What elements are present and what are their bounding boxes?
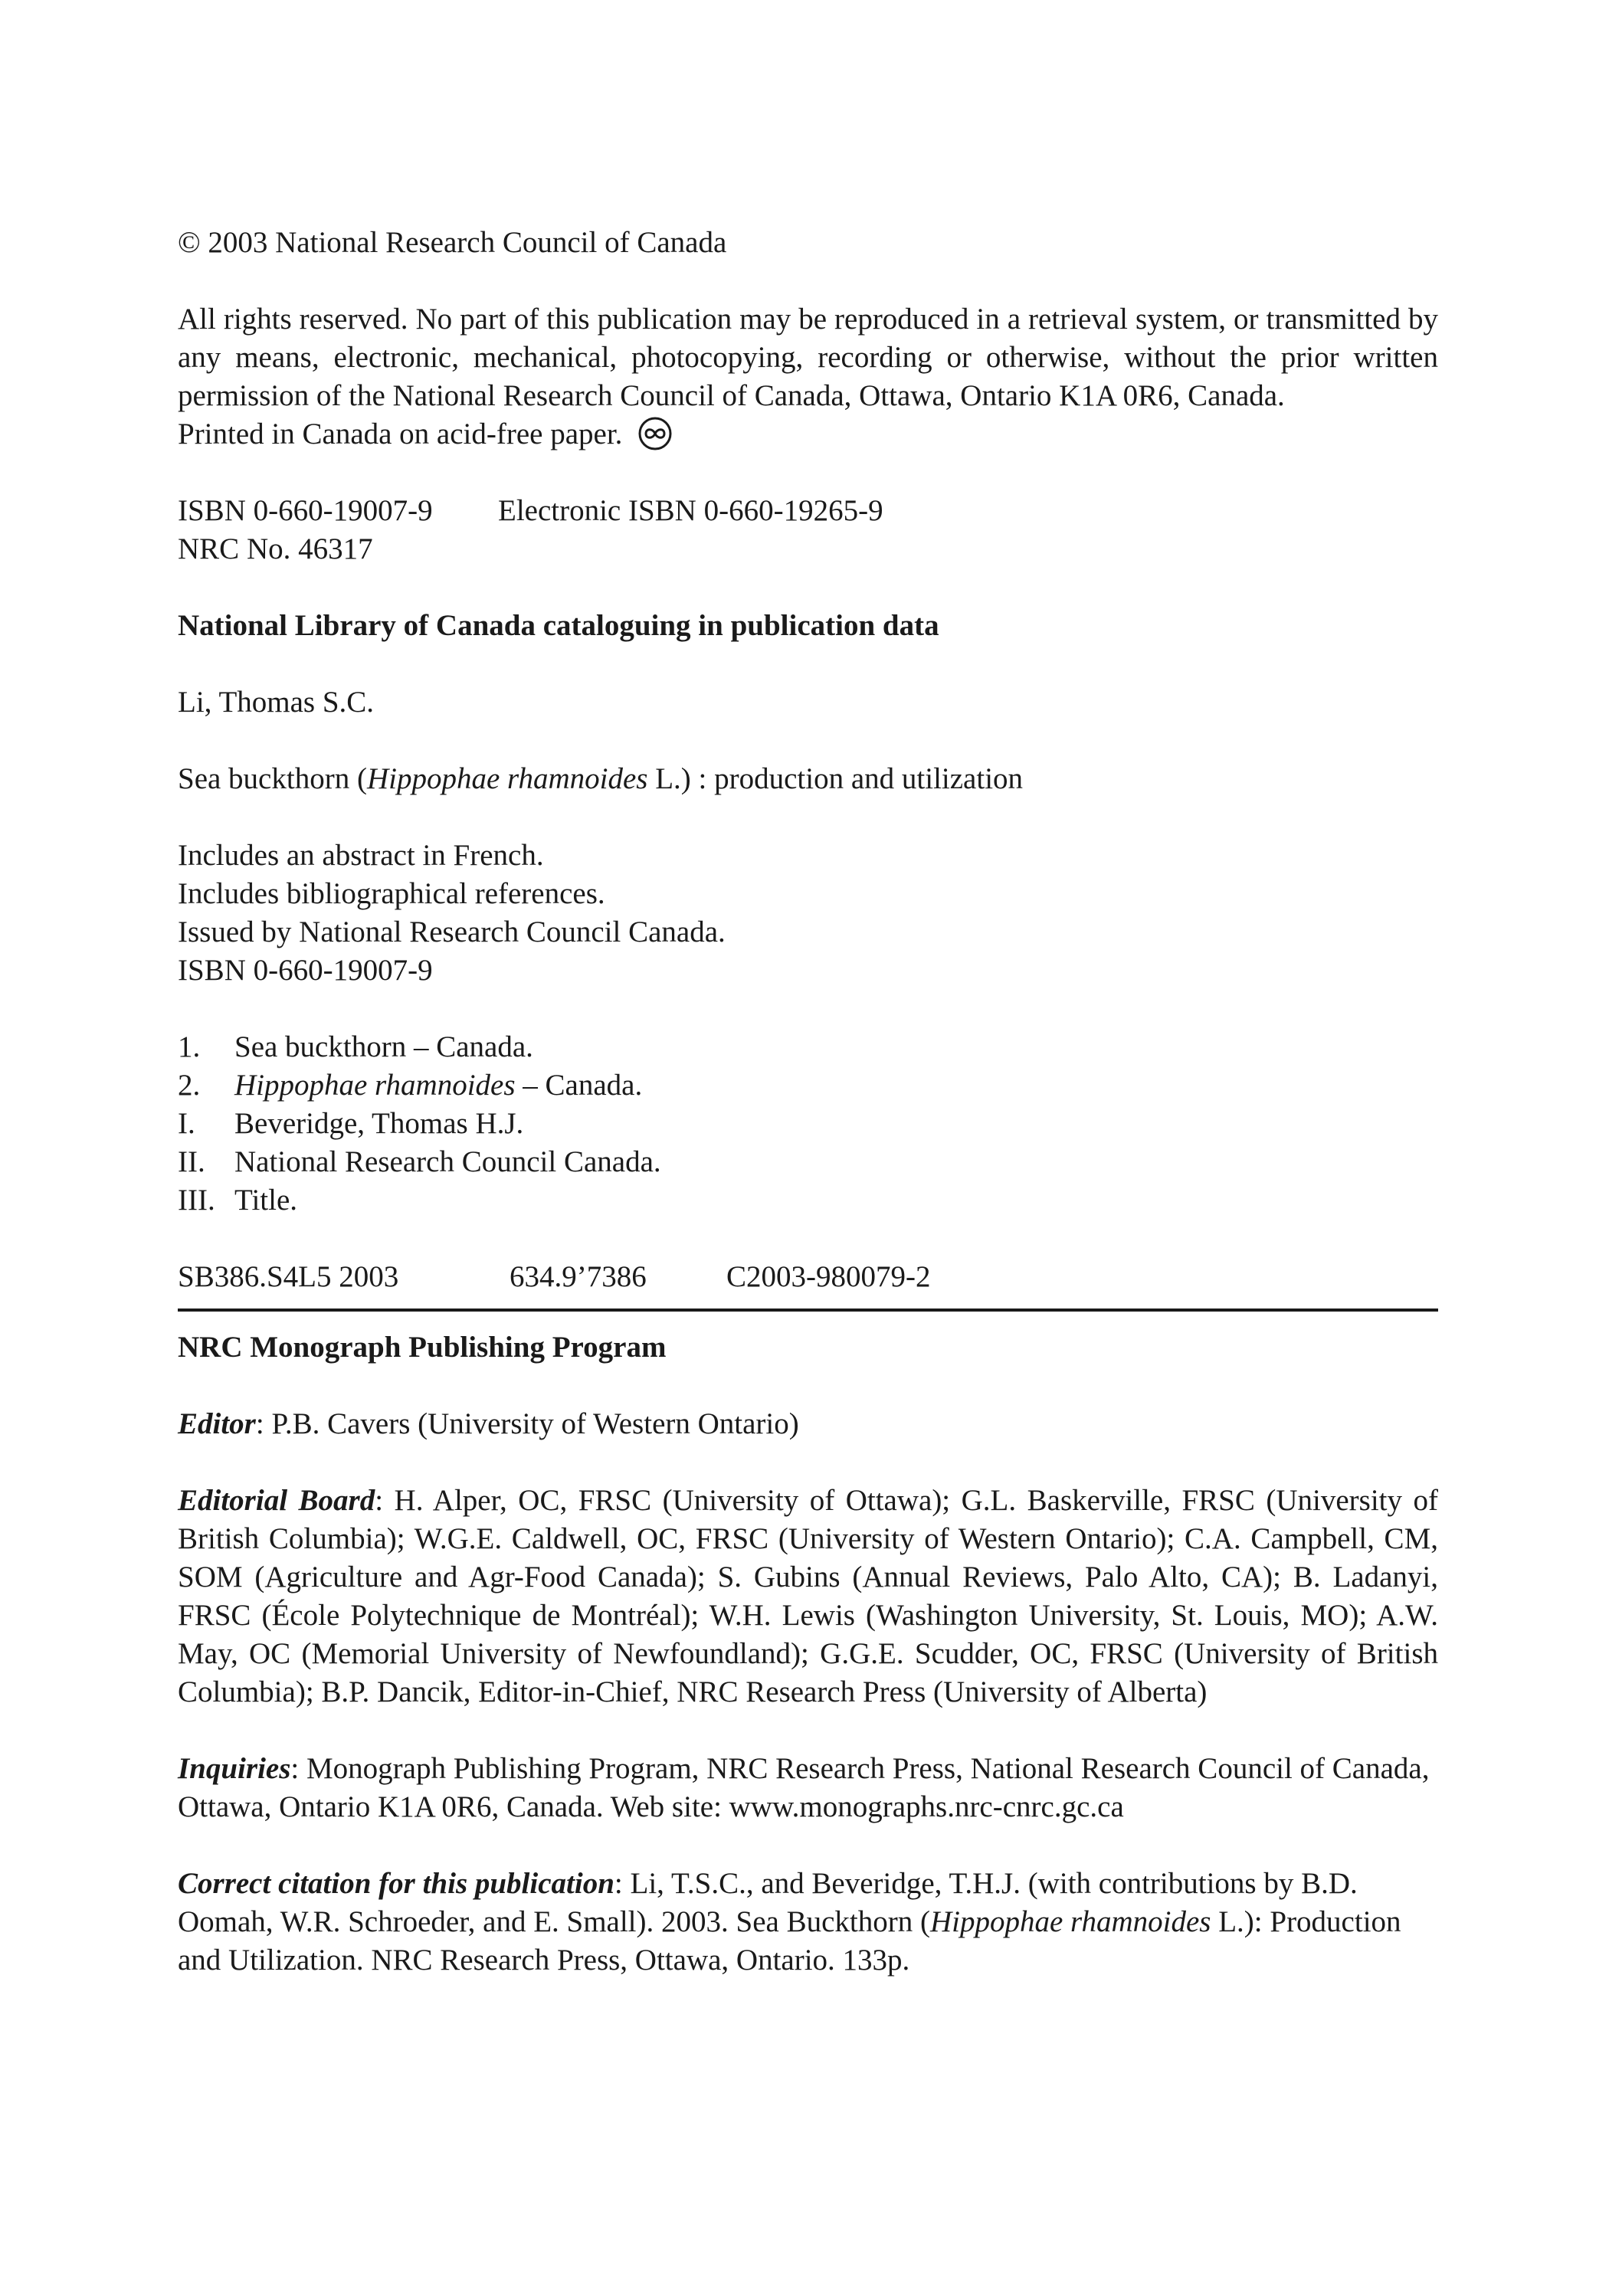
rights-statement <box>178 300 1438 454</box>
note-item: Includes bibliographical references. <box>178 877 605 910</box>
subject-text: Sea buckthorn – Canada. <box>234 1030 533 1063</box>
citation-text-end: L.): Production and Utilization. NRC Research Press, Ottawa, Ontario. 133p. <box>178 1905 1401 1977</box>
subject-text: Title. <box>234 1184 298 1217</box>
subject-number: I. <box>178 1107 195 1140</box>
dewey-classification: 634.9’7386 <box>510 1260 647 1293</box>
citation-text: : Li, T.S.C., and Beveridge, T.H.J. (with contributions by B.D. Oomah, W.R. Schroeder, and E. Small). 2003. Sea Buckthorn ( <box>178 1867 1358 1938</box>
inquiries-text: : Monograph Publishing Program, NRC Research Press, National Research Council of Canada, Ottawa, Ontario K1A 0R6, Canada. Web site: www.monographs.nrc-cnrc.gc.ca <box>178 1752 1430 1823</box>
board-text: : H. Alper, OC, FRSC (University of Ottawa); G.L. Baskerville, FRSC (University of British Columbia); W.G.E. Caldwell, OC, FRSC (University of Western Ontario); C.A. Campbell, CM, SOM (Agriculture and Agr-Food Canada); S. Gubins (Annual Reviews, Palo Alto, CA); B. Ladanyi, FRSC (École Polytechnique de Montréal); W.H. Lewis (Washington University, St. Louis, MO); A.W. May, OC (Memorial University of Newfoundland); G.G.E. Scudder, OC, FRSC (University of British Columbia); B.P. Dancik, Editor-in-Chief, NRC Research Press (University of Alberta) <box>178 1484 1438 1708</box>
subject-item <box>178 1143 1438 1181</box>
subject-item <box>178 1066 1438 1105</box>
subject-number: 2. <box>178 1069 201 1102</box>
inquiries <box>178 1750 1438 1826</box>
note-item: Issued by National Research Council Canada. <box>178 915 726 948</box>
title-prefix: Sea buckthorn ( <box>178 762 367 795</box>
lc-classification: SB386.S4L5 2003 <box>178 1260 399 1293</box>
citation-species: Hippophae rhamnoides <box>929 1905 1211 1938</box>
subject-item <box>178 1105 1438 1143</box>
catalogue-notes <box>178 837 1438 990</box>
subject-item <box>178 1028 1438 1066</box>
subject-number: 1. <box>178 1030 201 1063</box>
editor-line <box>178 1405 1438 1443</box>
classification-row <box>178 1258 1438 1296</box>
editor-label: Editor <box>178 1407 256 1440</box>
rights-text: All rights reserved. No part of this publication may be reproduced in a retrieval system, or transmitted by any means, electronic, mechanical, photocopying, recording or otherwise, without the prior written permission of the National Research Council of Canada, Ottawa, Ontario K1A 0R6, Canada. <box>178 303 1438 412</box>
acid-free-paper-icon <box>637 416 673 451</box>
subject-number: III. <box>178 1184 215 1217</box>
isbn-block <box>178 492 1438 568</box>
catalogue-title <box>178 760 1438 798</box>
title-species: Hippophae rhamnoides <box>366 762 648 795</box>
nrc-number: NRC No. 46317 <box>178 532 373 565</box>
cataloguing-heading: National Library of Canada cataloguing in publication data <box>178 609 939 642</box>
subject-item <box>178 1181 1438 1220</box>
subject-text: Beveridge, Thomas H.J. <box>234 1107 524 1140</box>
catalogue-author: Li, Thomas S.C. <box>178 686 375 719</box>
inquiries-label: Inquiries <box>178 1752 291 1785</box>
note-item: Includes an abstract in French. <box>178 839 544 872</box>
citation <box>178 1865 1438 1980</box>
subject-list <box>178 1028 1438 1220</box>
note-item: ISBN 0-660-19007-9 <box>178 954 433 987</box>
board-label: Editorial Board <box>178 1484 375 1517</box>
printed-note: Printed in Canada on acid-free paper. <box>178 418 623 450</box>
program-heading: NRC Monograph Publishing Program <box>178 1331 667 1364</box>
citation-label: Correct citation for this publication <box>178 1867 614 1900</box>
isbn-print: ISBN 0-660-19007-9 <box>178 494 433 527</box>
section-divider <box>178 1308 1438 1312</box>
subject-text: – Canada. <box>515 1069 643 1102</box>
copyright-line: © 2003 National Research Council of Canada <box>178 226 727 259</box>
title-suffix: L.) : production and utilization <box>647 762 1024 795</box>
subject-text: National Research Council Canada. <box>234 1145 661 1178</box>
isbn-electronic: Electronic ISBN 0-660-19265-9 <box>498 494 883 527</box>
editorial-board <box>178 1482 1438 1711</box>
editor-text: : P.B. Cavers (University of Western Ontario) <box>255 1407 799 1440</box>
subject-species: Hippophae rhamnoides <box>234 1069 516 1102</box>
catalogue-number: C2003-980079-2 <box>726 1260 931 1293</box>
subject-number: II. <box>178 1145 205 1178</box>
copyright-page <box>178 224 1438 2018</box>
